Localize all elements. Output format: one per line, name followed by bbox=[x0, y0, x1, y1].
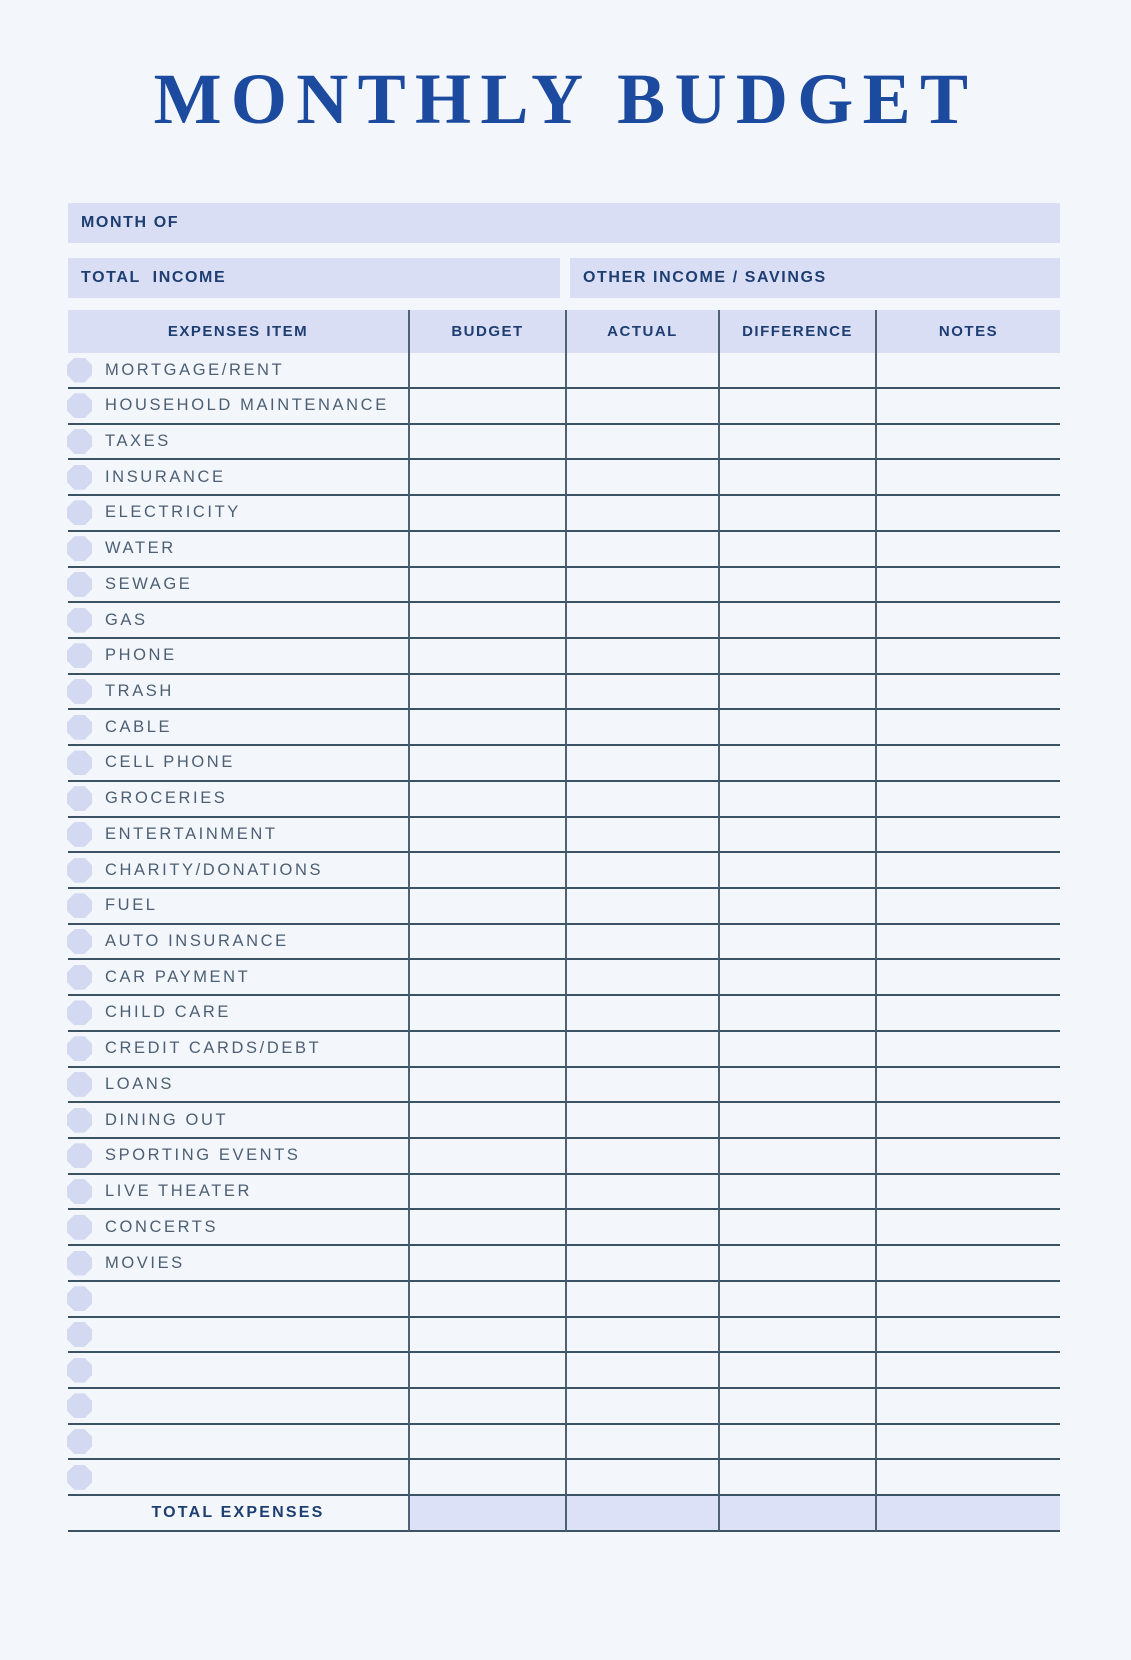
notes-cell[interactable] bbox=[875, 425, 1060, 461]
expense-item-label: SPORTING EVENTS bbox=[105, 1146, 301, 1165]
bullet-icon bbox=[67, 1215, 92, 1240]
difference-cell[interactable] bbox=[718, 389, 875, 425]
difference-cell[interactable] bbox=[718, 1175, 875, 1211]
expense-row-label-cell bbox=[68, 353, 408, 389]
difference-cell[interactable] bbox=[718, 1425, 875, 1461]
actual-cell[interactable] bbox=[565, 639, 718, 675]
difference-cell[interactable] bbox=[718, 1353, 875, 1389]
expense-item-label: CAR PAYMENT bbox=[105, 967, 251, 986]
bullet-icon bbox=[67, 643, 92, 668]
notes-cell[interactable] bbox=[875, 532, 1060, 568]
expense-row-label-cell bbox=[68, 782, 408, 818]
expense-item-label: CREDIT CARDS/DEBT bbox=[105, 1039, 322, 1058]
notes-cell[interactable] bbox=[875, 889, 1060, 925]
notes-cell[interactable] bbox=[875, 639, 1060, 675]
budget-cell[interactable] bbox=[408, 818, 565, 854]
actual-cell[interactable] bbox=[565, 1389, 718, 1425]
budget-cell[interactable] bbox=[408, 1282, 565, 1318]
notes-cell[interactable] bbox=[875, 603, 1060, 639]
expense-item-label: TAXES bbox=[105, 431, 171, 450]
expense-item-label: INSURANCE bbox=[105, 467, 226, 486]
bullet-icon bbox=[67, 858, 92, 883]
expense-row-label-cell bbox=[68, 889, 408, 925]
expense-item-label: ENTERTAINMENT bbox=[105, 824, 278, 843]
budget-cell[interactable] bbox=[408, 675, 565, 711]
actual-cell[interactable] bbox=[565, 1032, 718, 1068]
difference-cell[interactable] bbox=[718, 496, 875, 532]
budget-cell[interactable] bbox=[408, 389, 565, 425]
difference-cell[interactable] bbox=[718, 853, 875, 889]
budget-cell[interactable] bbox=[408, 1425, 565, 1461]
actual-cell[interactable] bbox=[565, 568, 718, 604]
notes-cell[interactable] bbox=[875, 1318, 1060, 1354]
difference-cell[interactable] bbox=[718, 603, 875, 639]
expense-row-label-cell bbox=[68, 1139, 408, 1175]
bullet-icon bbox=[67, 965, 92, 990]
column-header-actual: ACTUAL bbox=[565, 310, 718, 353]
actual-cell[interactable] bbox=[565, 818, 718, 854]
total-expenses-budget-cell[interactable] bbox=[408, 1496, 565, 1532]
actual-cell[interactable] bbox=[565, 960, 718, 996]
budget-cell[interactable] bbox=[408, 532, 565, 568]
expense-row-label-cell bbox=[68, 1068, 408, 1104]
actual-cell[interactable] bbox=[565, 1460, 718, 1496]
budget-cell[interactable] bbox=[408, 568, 565, 604]
budget-cell[interactable] bbox=[408, 782, 565, 818]
budget-cell[interactable] bbox=[408, 746, 565, 782]
expense-item-label: PHONE bbox=[105, 646, 177, 665]
expense-item-label: GAS bbox=[105, 610, 148, 629]
page bbox=[0, 60, 1131, 1660]
expense-item-label: LOANS bbox=[105, 1074, 174, 1093]
notes-cell[interactable] bbox=[875, 353, 1060, 389]
budget-table bbox=[68, 310, 1060, 1532]
bullet-icon bbox=[67, 893, 92, 918]
expense-item-label: WATER bbox=[105, 539, 176, 558]
expense-row-label-cell bbox=[68, 1318, 408, 1354]
notes-cell[interactable] bbox=[875, 746, 1060, 782]
difference-cell[interactable] bbox=[718, 460, 875, 496]
expense-row-label-cell bbox=[68, 603, 408, 639]
difference-cell[interactable] bbox=[718, 1068, 875, 1104]
budget-cell[interactable] bbox=[408, 889, 565, 925]
expense-row-label-cell bbox=[68, 460, 408, 496]
expense-row-label-cell bbox=[68, 1175, 408, 1211]
actual-cell[interactable] bbox=[565, 1318, 718, 1354]
bullet-icon bbox=[67, 715, 92, 740]
difference-cell[interactable] bbox=[718, 1246, 875, 1282]
income-section bbox=[68, 258, 1060, 298]
notes-cell[interactable] bbox=[875, 1139, 1060, 1175]
notes-cell[interactable] bbox=[875, 710, 1060, 746]
notes-cell[interactable] bbox=[875, 1460, 1060, 1496]
expense-item-label: LIVE THEATER bbox=[105, 1182, 253, 1201]
difference-cell[interactable] bbox=[718, 1103, 875, 1139]
actual-cell[interactable] bbox=[565, 782, 718, 818]
actual-cell[interactable] bbox=[565, 1246, 718, 1282]
bullet-icon bbox=[67, 1072, 92, 1097]
actual-cell[interactable] bbox=[565, 1210, 718, 1246]
bullet-icon bbox=[67, 1108, 92, 1133]
expense-row-label-cell bbox=[68, 1246, 408, 1282]
expense-item-label: CABLE bbox=[105, 717, 173, 736]
notes-cell[interactable] bbox=[875, 1353, 1060, 1389]
actual-cell[interactable] bbox=[565, 996, 718, 1032]
budget-cell[interactable] bbox=[408, 1068, 565, 1104]
expense-row-label-cell bbox=[68, 853, 408, 889]
difference-cell[interactable] bbox=[718, 532, 875, 568]
budget-cell[interactable] bbox=[408, 996, 565, 1032]
bullet-icon bbox=[67, 929, 92, 954]
total-expenses-label-cell bbox=[68, 1496, 408, 1532]
budget-cell[interactable] bbox=[408, 460, 565, 496]
expense-row-label-cell bbox=[68, 1032, 408, 1068]
total-expenses-difference-cell[interactable] bbox=[718, 1496, 875, 1532]
difference-cell[interactable] bbox=[718, 1389, 875, 1425]
budget-cell[interactable] bbox=[408, 1246, 565, 1282]
notes-cell[interactable] bbox=[875, 1389, 1060, 1425]
other-income-savings-label: OTHER INCOME / SAVINGS bbox=[583, 269, 827, 287]
total-expenses-actual-cell[interactable] bbox=[565, 1496, 718, 1532]
difference-cell[interactable] bbox=[718, 1282, 875, 1318]
bullet-icon bbox=[67, 1322, 92, 1347]
expense-item-label: TRASH bbox=[105, 682, 174, 701]
actual-cell[interactable] bbox=[565, 675, 718, 711]
notes-cell[interactable] bbox=[875, 1068, 1060, 1104]
budget-cell[interactable] bbox=[408, 1175, 565, 1211]
expense-row-label-cell bbox=[68, 1210, 408, 1246]
expense-row-label-cell bbox=[68, 960, 408, 996]
actual-cell[interactable] bbox=[565, 1103, 718, 1139]
actual-cell[interactable] bbox=[565, 1068, 718, 1104]
expense-row-label-cell bbox=[68, 496, 408, 532]
month-of-field[interactable] bbox=[68, 203, 1060, 243]
page-title: MONTHLY BUDGET bbox=[153, 59, 978, 139]
actual-cell[interactable] bbox=[565, 1175, 718, 1211]
actual-cell[interactable] bbox=[565, 496, 718, 532]
notes-cell[interactable] bbox=[875, 1032, 1060, 1068]
difference-cell[interactable] bbox=[718, 818, 875, 854]
notes-cell[interactable] bbox=[875, 960, 1060, 996]
notes-cell[interactable] bbox=[875, 1246, 1060, 1282]
actual-cell[interactable] bbox=[565, 1282, 718, 1318]
budget-cell[interactable] bbox=[408, 1318, 565, 1354]
budget-cell[interactable] bbox=[408, 353, 565, 389]
column-header-expenses-item: EXPENSES ITEM bbox=[68, 310, 408, 353]
difference-cell[interactable] bbox=[718, 425, 875, 461]
expense-item-label: DINING OUT bbox=[105, 1110, 229, 1129]
expense-row-label-cell bbox=[68, 710, 408, 746]
budget-cell[interactable] bbox=[408, 425, 565, 461]
budget-cell[interactable] bbox=[408, 710, 565, 746]
expense-row-label-cell bbox=[68, 1460, 408, 1496]
actual-cell[interactable] bbox=[565, 746, 718, 782]
bullet-icon bbox=[67, 358, 92, 383]
expense-item-label: CHILD CARE bbox=[105, 1003, 231, 1022]
expense-item-label: MORTGAGE/RENT bbox=[105, 360, 285, 379]
expense-row-label-cell bbox=[68, 996, 408, 1032]
budget-cell[interactable] bbox=[408, 1389, 565, 1425]
bullet-icon bbox=[67, 822, 92, 847]
difference-cell[interactable] bbox=[718, 353, 875, 389]
budget-sheet bbox=[68, 203, 1060, 1532]
difference-cell[interactable] bbox=[718, 710, 875, 746]
expense-row-label-cell bbox=[68, 1353, 408, 1389]
actual-cell[interactable] bbox=[565, 1353, 718, 1389]
column-header-difference: DIFFERENCE bbox=[718, 310, 875, 353]
bullet-icon bbox=[67, 608, 92, 633]
total-expenses-notes-cell[interactable] bbox=[875, 1496, 1060, 1532]
notes-cell[interactable] bbox=[875, 996, 1060, 1032]
expense-row-label-cell bbox=[68, 1103, 408, 1139]
actual-cell[interactable] bbox=[565, 353, 718, 389]
notes-cell[interactable] bbox=[875, 1425, 1060, 1461]
notes-cell[interactable] bbox=[875, 389, 1060, 425]
notes-cell[interactable] bbox=[875, 925, 1060, 961]
bullet-icon bbox=[67, 1179, 92, 1204]
expense-row-label-cell bbox=[68, 389, 408, 425]
actual-cell[interactable] bbox=[565, 853, 718, 889]
total-income-label: TOTAL INCOME bbox=[81, 269, 227, 287]
bullet-icon bbox=[67, 786, 92, 811]
expense-row-label-cell bbox=[68, 1282, 408, 1318]
bullet-icon bbox=[67, 1393, 92, 1418]
bullet-icon bbox=[67, 572, 92, 597]
total-income-field[interactable] bbox=[68, 258, 560, 298]
bullet-icon bbox=[67, 536, 92, 561]
column-header-notes: NOTES bbox=[875, 310, 1060, 353]
expense-row-label-cell bbox=[68, 818, 408, 854]
bullet-icon bbox=[67, 679, 92, 704]
budget-cell[interactable] bbox=[408, 496, 565, 532]
expense-row-label-cell bbox=[68, 532, 408, 568]
notes-cell[interactable] bbox=[875, 853, 1060, 889]
bullet-icon bbox=[67, 1358, 92, 1383]
notes-cell[interactable] bbox=[875, 818, 1060, 854]
bullet-icon bbox=[67, 1429, 92, 1454]
budget-cell[interactable] bbox=[408, 639, 565, 675]
notes-cell[interactable] bbox=[875, 782, 1060, 818]
total-expenses-label: TOTAL EXPENSES bbox=[151, 1504, 325, 1522]
bullet-icon bbox=[67, 465, 92, 490]
expense-item-label: CONCERTS bbox=[105, 1217, 219, 1236]
budget-cell[interactable] bbox=[408, 1139, 565, 1175]
actual-cell[interactable] bbox=[565, 460, 718, 496]
actual-cell[interactable] bbox=[565, 1425, 718, 1461]
budget-cell[interactable] bbox=[408, 1353, 565, 1389]
month-of-label: MONTH OF bbox=[81, 214, 180, 232]
expense-row-label-cell bbox=[68, 1389, 408, 1425]
budget-cell[interactable] bbox=[408, 603, 565, 639]
actual-cell[interactable] bbox=[565, 889, 718, 925]
actual-cell[interactable] bbox=[565, 1139, 718, 1175]
column-header-budget: BUDGET bbox=[408, 310, 565, 353]
expense-item-label: SEWAGE bbox=[105, 574, 193, 593]
expense-row-label-cell bbox=[68, 746, 408, 782]
difference-cell[interactable] bbox=[718, 639, 875, 675]
expense-item-label: ELECTRICITY bbox=[105, 503, 241, 522]
difference-cell[interactable] bbox=[718, 1139, 875, 1175]
difference-cell[interactable] bbox=[718, 568, 875, 604]
budget-cell[interactable] bbox=[408, 853, 565, 889]
difference-cell[interactable] bbox=[718, 925, 875, 961]
actual-cell[interactable] bbox=[565, 389, 718, 425]
difference-cell[interactable] bbox=[718, 889, 875, 925]
expense-item-label: CELL PHONE bbox=[105, 753, 235, 772]
budget-cell[interactable] bbox=[408, 925, 565, 961]
budget-cell[interactable] bbox=[408, 1103, 565, 1139]
difference-cell[interactable] bbox=[718, 1460, 875, 1496]
notes-cell[interactable] bbox=[875, 1103, 1060, 1139]
budget-cell[interactable] bbox=[408, 1460, 565, 1496]
difference-cell[interactable] bbox=[718, 675, 875, 711]
bullet-icon bbox=[67, 429, 92, 454]
expense-item-label: CHARITY/DONATIONS bbox=[105, 860, 324, 879]
difference-cell[interactable] bbox=[718, 996, 875, 1032]
notes-cell[interactable] bbox=[875, 1282, 1060, 1318]
difference-cell[interactable] bbox=[718, 1210, 875, 1246]
expense-row-label-cell bbox=[68, 675, 408, 711]
bullet-icon bbox=[67, 1000, 92, 1025]
notes-cell[interactable] bbox=[875, 1210, 1060, 1246]
bullet-icon bbox=[67, 500, 92, 525]
expense-row-label-cell bbox=[68, 925, 408, 961]
expense-item-label: HOUSEHOLD MAINTENANCE bbox=[105, 396, 389, 415]
expense-item-label: MOVIES bbox=[105, 1253, 185, 1272]
notes-cell[interactable] bbox=[875, 1175, 1060, 1211]
budget-cell[interactable] bbox=[408, 1032, 565, 1068]
difference-cell[interactable] bbox=[718, 1032, 875, 1068]
bullet-icon bbox=[67, 1143, 92, 1168]
expense-row-label-cell bbox=[68, 1425, 408, 1461]
bullet-icon bbox=[67, 393, 92, 418]
difference-cell[interactable] bbox=[718, 782, 875, 818]
difference-cell[interactable] bbox=[718, 960, 875, 996]
expense-item-label: GROCERIES bbox=[105, 789, 228, 808]
notes-cell[interactable] bbox=[875, 496, 1060, 532]
bullet-icon bbox=[67, 1465, 92, 1490]
expense-row-label-cell bbox=[68, 425, 408, 461]
actual-cell[interactable] bbox=[565, 925, 718, 961]
bullet-icon bbox=[67, 1036, 92, 1061]
difference-cell[interactable] bbox=[718, 746, 875, 782]
other-income-savings-field[interactable] bbox=[570, 258, 1060, 298]
notes-cell[interactable] bbox=[875, 675, 1060, 711]
actual-cell[interactable] bbox=[565, 532, 718, 568]
actual-cell[interactable] bbox=[565, 603, 718, 639]
expense-row-label-cell bbox=[68, 639, 408, 675]
budget-cell[interactable] bbox=[408, 960, 565, 996]
actual-cell[interactable] bbox=[565, 425, 718, 461]
bullet-icon bbox=[67, 750, 92, 775]
difference-cell[interactable] bbox=[718, 1318, 875, 1354]
notes-cell[interactable] bbox=[875, 568, 1060, 604]
notes-cell[interactable] bbox=[875, 460, 1060, 496]
expense-item-label: AUTO INSURANCE bbox=[105, 932, 289, 951]
budget-cell[interactable] bbox=[408, 1210, 565, 1246]
expense-item-label: FUEL bbox=[105, 896, 158, 915]
bullet-icon bbox=[67, 1251, 92, 1276]
actual-cell[interactable] bbox=[565, 710, 718, 746]
expense-row-label-cell bbox=[68, 568, 408, 604]
bullet-icon bbox=[67, 1286, 92, 1311]
